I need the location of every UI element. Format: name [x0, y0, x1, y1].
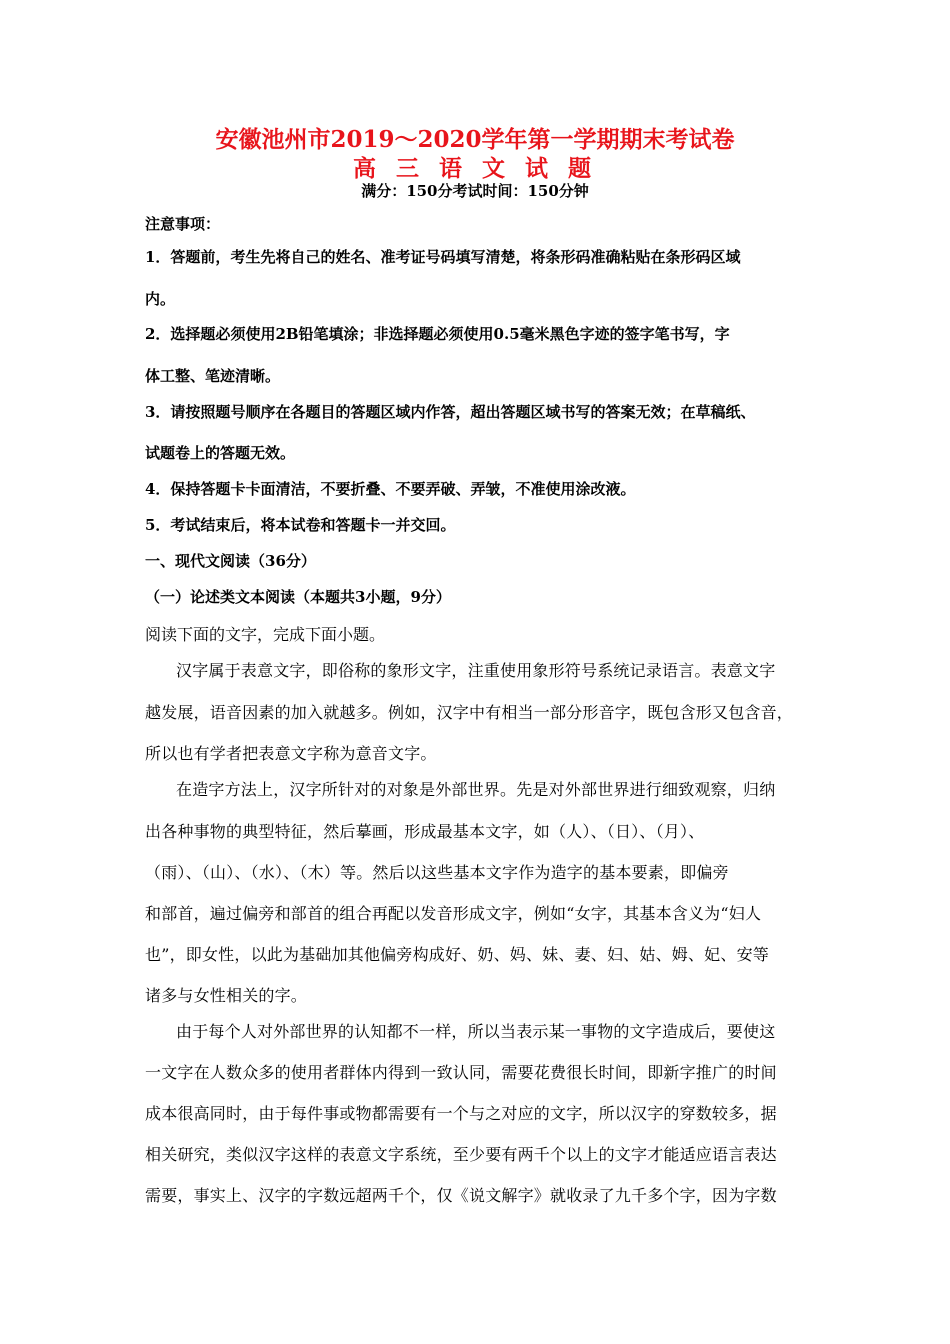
exam-meta: 满分：150分考试时间：150分钟: [361, 182, 589, 200]
body-line: 和部首，遍过偏旁和部首的组合再配以发音形成文字，例如“女字，其基本含义为“妇人: [145, 904, 762, 923]
body-line: 越发展，语音因素的加入就越多。例如，汉字中有相当一部分形音字，既包含形又包含音，: [145, 703, 794, 722]
notice-line: 1．答题前，考生先将自己的姓名、准考证号码填写清楚，将条形码准确粘贴在条形码区域: [145, 248, 741, 266]
body-line: （雨）、（山）、（水）、（木）等。然后以这些基本文字作为造字的基本要素，即偏旁: [145, 863, 729, 882]
notice-line: 3．请按照题号顺序在各题目的答题区域内作答，超出答题区域书写的答案无效；在草稿纸、: [145, 403, 756, 421]
notice-line: 内。: [145, 290, 176, 308]
body-line: 在造字方法上，汉字所针对的对象是外部世界。先是对外部世界进行细致观察，归纳: [176, 780, 776, 799]
body-line: 成本很高同时，由于每件事或物都需要有一个与之对应的文字，所以汉字的穿数较多，据: [145, 1104, 777, 1123]
body-line: 需要，事实上、汉字的字数远超两千个，仅《说文解字》就收录了九千多个字，因为字数: [145, 1186, 777, 1205]
body-line: 汉字属于表意文字，即俗称的象形文字，注重使用象形符号系统记录语言。表意文字: [176, 661, 776, 680]
body-line: 出各种事物的典型特征，然后摹画，形成最基本文字，如（人）、（日）、（月）、: [145, 822, 705, 841]
notice-line: 体工整、笔迹清晰。: [145, 367, 281, 385]
body-line: 相关研究，类似汉字这样的表意文字系统，至少要有两千个以上的文字才能适应语言表达: [145, 1145, 777, 1164]
section-subheading: （一）论述类文本阅读（本题共3小题，9分）: [145, 588, 451, 606]
body-line: 所以也有学者把表意文字称为意音文字。: [145, 744, 437, 763]
notice-line: 4．保持答题卡卡面清洁，不要折叠、不要弄破、弄皱，不准使用涂改液。: [145, 480, 636, 498]
body-line: 诸多与女性相关的字。: [145, 986, 308, 1005]
exam-subtitle: 高 三 语 文 试 题: [352, 155, 598, 182]
notice-heading: 注意事项：: [145, 215, 221, 233]
notice-line: 5．考试结束后，将本试卷和答题卡一并交回。: [145, 516, 456, 534]
notice-line: 2．选择题必须使用2B铅笔填涂；非选择题必须使用0.5毫米黑色字迹的签字笔书写，字: [145, 325, 730, 343]
section-heading: 一、现代文阅读（36分）: [145, 552, 316, 570]
body-line: 由于每个人对外部世界的认知都不一样，所以当表示某一事物的文字造成后，要使这: [176, 1022, 776, 1041]
section-instruction: 阅读下面的文字，完成下面小题。: [145, 625, 386, 644]
exam-title: 安徽池州市2019～2020学年第一学期期末考试卷: [215, 126, 735, 153]
body-line: 一文字在人数众多的使用者群体内得到一致认同，需要花费很长时间，即新字推广的时间: [145, 1063, 777, 1082]
notice-line: 试题卷上的答题无效。: [145, 444, 296, 462]
body-line: 也”，即女性，以此为基础加其他偏旁构成好、奶、妈、妹、妻、妇、姑、姆、妃、安等: [145, 945, 769, 964]
